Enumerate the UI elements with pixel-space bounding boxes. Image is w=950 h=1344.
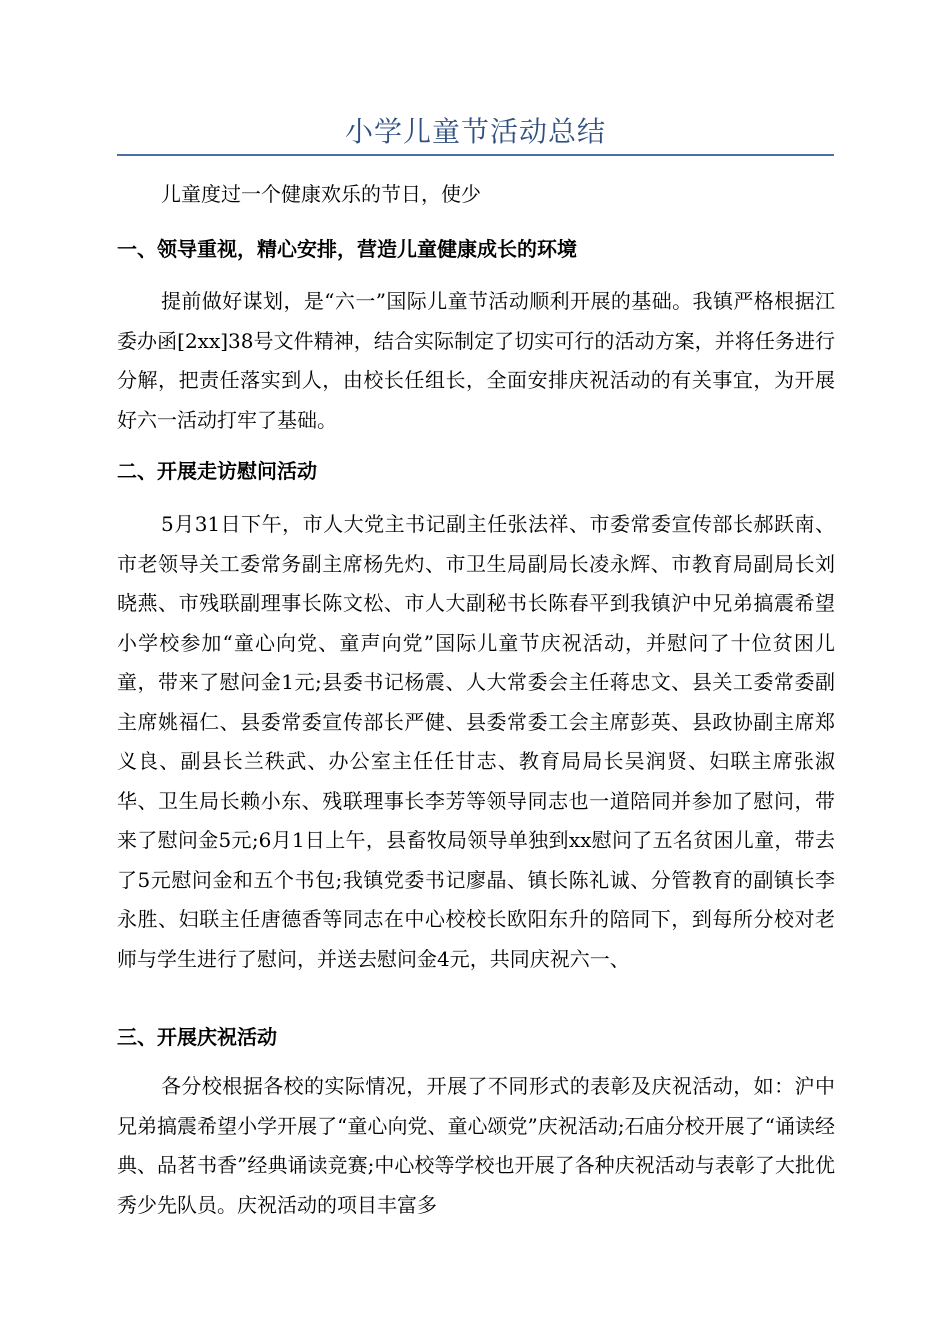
section-body-1 <box>117 282 835 440</box>
title-underline <box>117 154 834 156</box>
section-heading-1: 一、领导重视，精心安排，营造儿童健康成长的环境 <box>117 237 577 261</box>
intro-block <box>117 175 835 215</box>
document-title: 小学儿童节活动总结 <box>344 115 606 148</box>
intro-paragraph: 儿童度过一个健康欢乐的节日，使少 <box>161 182 481 206</box>
section-paragraph-2: 5月31日下午，市人大党主书记副主任张法祥、市委常委宣传部长郝跃南、市老领导关工委常务副主席杨先灼、市卫生局副局长凌永辉、市教育局副局长刘晓燕、市残联副理事长陈文松、市人大副秘书长陈春平到我镇沪中兄弟搞震希望小学校参加“童心向党、童声向党”国际儿童节庆祝活动，并慰问了十位贫困儿童，带来了慰问金1元;县委书记杨震、人大常委会主任蒋忠文、县关工委常委副主席姚福仁、县委常委宣传部长严健、县委常委工会主席彭英、县政协副主席郑义良、副县长兰秩武、办公室主任任甘志、教育局局长吴润贤、妇联主席张淑华、卫生局长赖小东、残联理事长李芳等领导同志也一道陪同并参加了慰问，带来了慰问金5元;6月1日上午，县畜牧局领导单独到xx慰问了五名贫困儿童，带去了5元慰问金和五个书包;我镇党委书记廖晶、镇长陈礼诚、分管教育的副镇长李永胜、妇联主任唐德香等同志在中心校校长欧阳东升的陪同下，到每所分校对老师与学生进行了慰问，并送去慰问金4元，共同庆祝六一、 <box>117 512 835 971</box>
section-paragraph-3: 各分校根据各校的实际情况，开展了不同形式的表彰及庆祝活动，如：沪中兄弟搞震希望小学开展了“童心向党、童心颂党”庆祝活动;石庙分校开展了“诵读经典、品茗书香”经典诵读竞赛;中心校等学校也开展了各种庆祝活动与表彰了大批优秀少先队员。庆祝活动的项目丰富多 <box>117 1074 835 1217</box>
section-body-3 <box>117 1067 835 1225</box>
section-body-2 <box>117 505 835 979</box>
section-paragraph-1: 提前做好谋划，是“六一”国际儿童节活动顺利开展的基础。我镇严格根据江委办函[2xx]38号文件精神，结合实际制定了切实可行的活动方案，并将任务进行分解，把责任落实到人，由校长任组长，全面安排庆祝活动的有关事宜，为开展好六一活动打牢了基础。 <box>117 289 835 432</box>
section-heading-3: 三、开展庆祝活动 <box>117 1025 277 1049</box>
section-heading-2: 二、开展走访慰问活动 <box>117 459 317 483</box>
